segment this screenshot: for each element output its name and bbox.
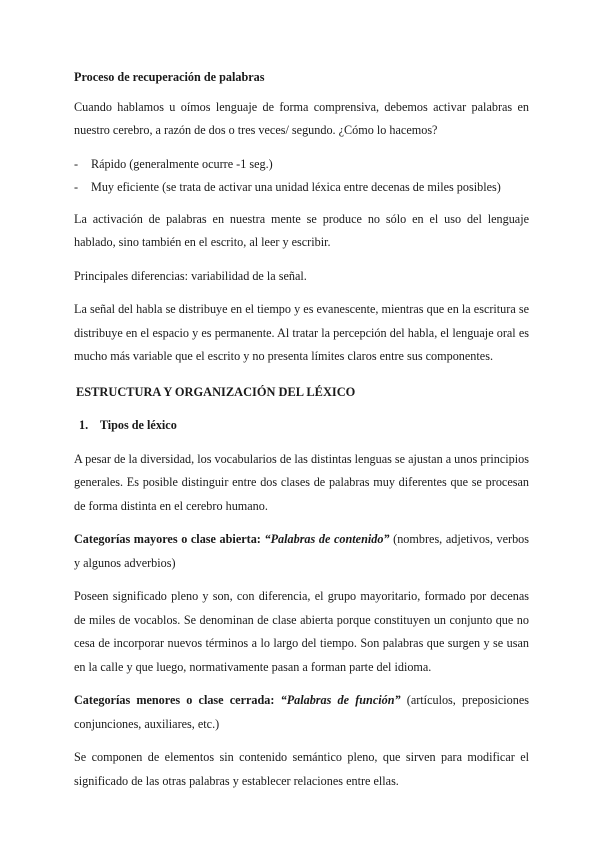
- bullet-dash: -: [74, 180, 79, 194]
- bullet-item: [74, 153, 529, 177]
- subsection-title: Tipos de léxico: [99, 418, 177, 432]
- heading-recuperacion: Proceso de recuperación de palabras: [74, 70, 265, 84]
- paragraph-closed-class: [74, 689, 529, 736]
- paragraph-intro: Cuando hablamos u oímos lenguaje de forma comprensiva, debemos activar palabras en nuestro cerebro, a razón de dos o tres veces/ segundo. ¿Cómo lo hacemos?: [74, 99, 529, 137]
- paragraph-open-desc: Poseen significado pleno y son, con diferencia, el grupo mayoritario, formado por decenas de miles de vocablos. Se denominan de clase abierta porque constituyen un conjunto que no cesa de incorporar nuevos términos a lo largo del tiempo. Son palabras que surgen y se usan en la calle y que luego, normativamente pasan a forman parte del idioma.: [74, 589, 529, 674]
- closed-class-label: Categorías menores o clase cerrada:: [74, 693, 275, 707]
- subsection-number: 1.: [79, 418, 89, 432]
- paragraph-differences: Principales diferencias: variabilidad de la señal.: [74, 268, 307, 283]
- bullet-text: Muy eficiente (se trata de activar una unidad léxica entre decenas de miles posibles): [91, 180, 501, 194]
- open-class-rest: (nombres, adjetivos, verbos y algunos adverbios): [74, 532, 530, 570]
- paragraph-diversity: A pesar de la diversidad, los vocabularios de las distintas lenguas se ajustan a unos principios generales. Es posible distinguir entre dos clases de palabras muy diferentes que se procesan de forma distinta en el cerebro humano.: [74, 451, 529, 513]
- bullet-list: [74, 153, 529, 200]
- section-title: ESTRUCTURA Y ORGANIZACIÓN DEL LÉXICO: [76, 384, 356, 399]
- paragraph-activation: La activación de palabras en nuestra mente se produce no sólo en el uso del lenguaje hablado, sino también en el escrito, al leer y escribir.: [74, 211, 529, 249]
- closed-class-rest: (artículos, preposiciones conjunciones, auxiliares, etc.): [74, 693, 530, 731]
- subsection-heading: [79, 414, 529, 438]
- paragraph-open-class: [74, 528, 529, 575]
- document-page: [74, 66, 529, 803]
- bullet-dash: -: [74, 156, 79, 171]
- open-class-term: “Palabras de contenido”: [264, 532, 390, 546]
- bullet-text: Rápido (generalmente ocurre -1 seg.): [91, 156, 273, 171]
- paragraph-signal: La señal del habla se distribuye en el tiempo y es evanescente, mientras que en la escritura se distribuye en el espacio y es permanente. Al tratar la percepción del habla, el lenguaje oral es mucho más variable que el escrito y no presenta límites claros entre sus componentes.: [74, 302, 529, 363]
- bullet-item: [74, 176, 529, 200]
- closed-class-term: “Palabras de función”: [280, 693, 401, 707]
- paragraph-closed-desc: Se componen de elementos sin contenido semántico pleno, que sirven para modificar el significado de las otras palabras y establecer relaciones entre ellas.: [74, 750, 529, 788]
- open-class-label: Categorías mayores o clase abierta:: [74, 532, 261, 546]
